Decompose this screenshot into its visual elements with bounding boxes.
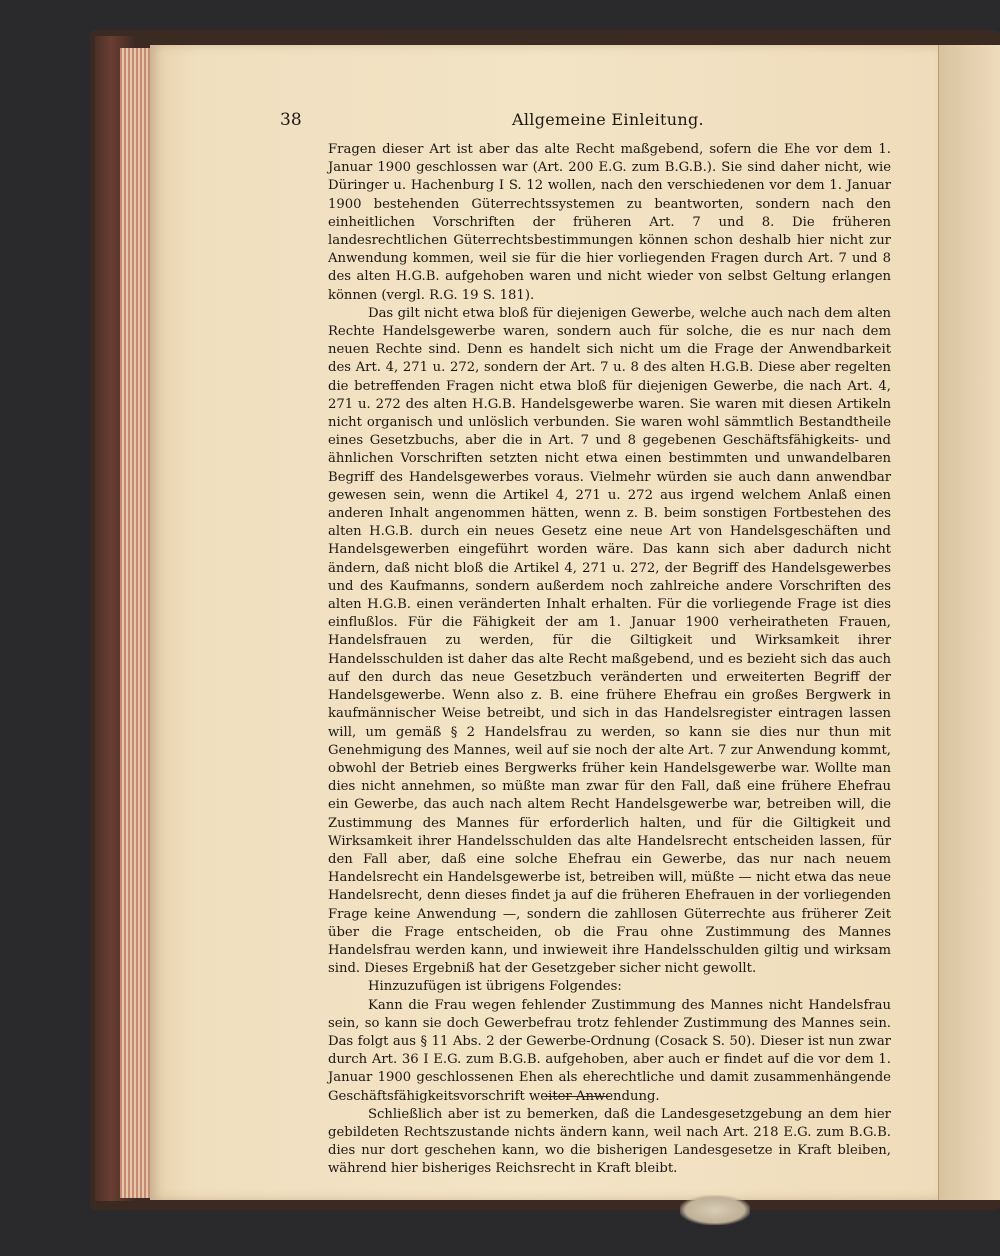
paragraph: Hinzuzufügen ist übrigens Folgendes: <box>368 979 622 995</box>
end-rule <box>545 1096 610 1097</box>
paragraph: Das gilt nicht etwa bloß für diejenigen Gewerbe, welche auch nach dem alten Rechte Handelsgewerbe waren, sondern auch für solche, die es nur nach dem neuen Rechte sind. Denn es handelt sich nicht um die Frage der Anwendbarkeit des Art. 4, 271 u. 272, sondern der Art. 7 u. 8 des alten H.G.B. Diese aber regelten die betreffenden Fragen nicht etwa bloß für diejenigen Gewerbe, die nach Art. 4, 271 u. 272 des alten H.G.B. Handelsgewerbe waren. Sie waren mit diesen Artikeln nicht organisch und unlöslich verbunden. Sie waren wohl sämmtlich Bestandtheile eines Gesetzbuchs, aber die in Art. 7 und 8 gegebenen Geschäftsfähigkeits- und ähnlichen Vorschriften setzten nicht etwa einen bestimmten und unwandelbaren Begriff des Handelsgewerbes voraus. Vielmehr würden sie auch dann anwendbar gewesen sein, wenn die Artikel 4, 271 u. 272 aus irgend welchem Anlaß einen anderen Inhalt angenommen hätten, wenn z. B. beim sonstigen Fortbestehen des alten H.G.B. durch ein neues Gesetz eine neue Art von Handelsgeschäften und Handelsgewerben eingeführt worden wäre. Das kann sich aber dadurch nicht ändern, daß nicht bloß die Artikel 4, 271 u. 272, der Begriff des Handelsgewerbes und des Kaufmanns, sondern außerdem noch zahlreiche andere Vorschriften des alten H.G.B. einen veränderten Inhalt erhalten. Für die vorliegende Frage ist dies einflußlos. Für die Fähigkeit der am 1. Januar 1900 verheiratheten Frauen, Handelsfrauen zu werden, für die Giltigkeit und Wirksamkeit ihrer Handelsschulden ist daher das alte Recht maßgebend, und es bezieht sich das auch auf den durch das neue Gesetzbuch veränderten und erweiterten Begriff der Handelsgewerbe. Wenn also z. B. eine frühere Ehefrau ein großes Bergwerk in kaufmännischer Weise betreibt, und sich in das Handelsregister eintragen lassen will, um gemäß § 2 Handelsfrau zu werden, so kann sie dies nur thun mit Genehmigung des Mannes, weil auf sie noch der alte Art. 7 zur Anwendung kommt, obwohl der Betrieb eines Bergwerks früher kein Handelsgewerbe war. Wollte man dies nicht annehmen, so müßte man zwar für den Fall, daß eine frühere Ehefrau ein Gewerbe, das auch nach altem Recht Handelsgewerbe war, betreiben will, die Zustimmung des Mannes für erforderlich halten, und für die Giltigkeit und Wirksamkeit ihrer Handelsschulden das alte Handelsrecht entscheiden lassen, für den Fall aber, daß eine solche Ehefrau ein Gewerbe, das nur nach neuem Handelsrecht ein Handelsgewerbe ist, betreiben will, müßte — nicht etwa das neue Handelsrecht, denn dieses findet ja auf die früheren Ehefrauen in der vorliegenden Frage keine Anwendung —, sondern die zahllosen Güterrechte aus früherer Zeit über die Frage entscheiden, ob die Frau ohne Zustimmung des Mannes Handelsfrau werden kann, und inwieweit ihre Handelsschulden giltig und wirksam sind. Dieses Ergebniß hat der Gesetzgeber sicher nicht gewollt. <box>328 305 891 977</box>
page-number: 38 <box>280 110 302 130</box>
paper-stain <box>680 1195 750 1225</box>
paragraph: Fragen dieser Art ist aber das alte Recht maßgebend, sofern die Ehe vor dem 1. Januar 1900 geschlossen war (Art. 200 E.G. zum B.G.B.). Sie sind daher nicht, wie Düringer u. Hachenburg I S. 12 wollen, nach den verschiedenen vor dem 1. Januar 1900 bestehenden Güterrechtssystemen zu beantworten, sondern nach den einheitlichen Vorschriften der früheren Art. 7 und 8. Die früheren landesrechtlichen Güterrechtsbestimmungen können schon deshalb hier nicht zur Anwendung kommen, weil sie für die hier vorliegenden Fragen durch Art. 7 und 8 des alten H.G.B. aufgehoben waren und nicht wieder von selbst Geltung erlangen können (vergl. R.G. 19 S. 181). <box>328 142 891 303</box>
paragraph: Schließlich aber ist zu bemerken, daß die Landesgesetzgebung an dem hier gebildeten Rechtszustande nichts ändern kann, weil nach Art. 218 E.G. zum B.G.B. dies nur dort geschehen kann, wo die bisherigen Landesgesetze in Kraft bleiben, während hier bisheriges Reichsrecht in Kraft bleibt. <box>328 1106 891 1177</box>
running-head: Allgemeine Einleitung. <box>512 110 704 129</box>
body-text <box>328 141 891 1179</box>
paragraph: Kann die Frau wegen fehlender Zustimmung des Mannes nicht Handelsfrau sein, so kann sie doch Gewerbefrau trotz fehlender Zustimmung des Mannes sein. Das folgt aus § 11 Abs. 2 der Gewerbe-Ordnung (Cosack S. 50). Dieser ist nun zwar durch Art. 36 I E.G. zum B.G.B. aufgehoben, aber auch er findet auf die vor dem 1. Januar 1900 geschlossenen Ehen als eherechtliche und damit zusammenhängende Geschäftsfähigkeitsvorschrift weiter Anwendung. <box>328 997 891 1104</box>
facing-page-edge <box>938 45 1000 1200</box>
page-header <box>280 110 720 134</box>
